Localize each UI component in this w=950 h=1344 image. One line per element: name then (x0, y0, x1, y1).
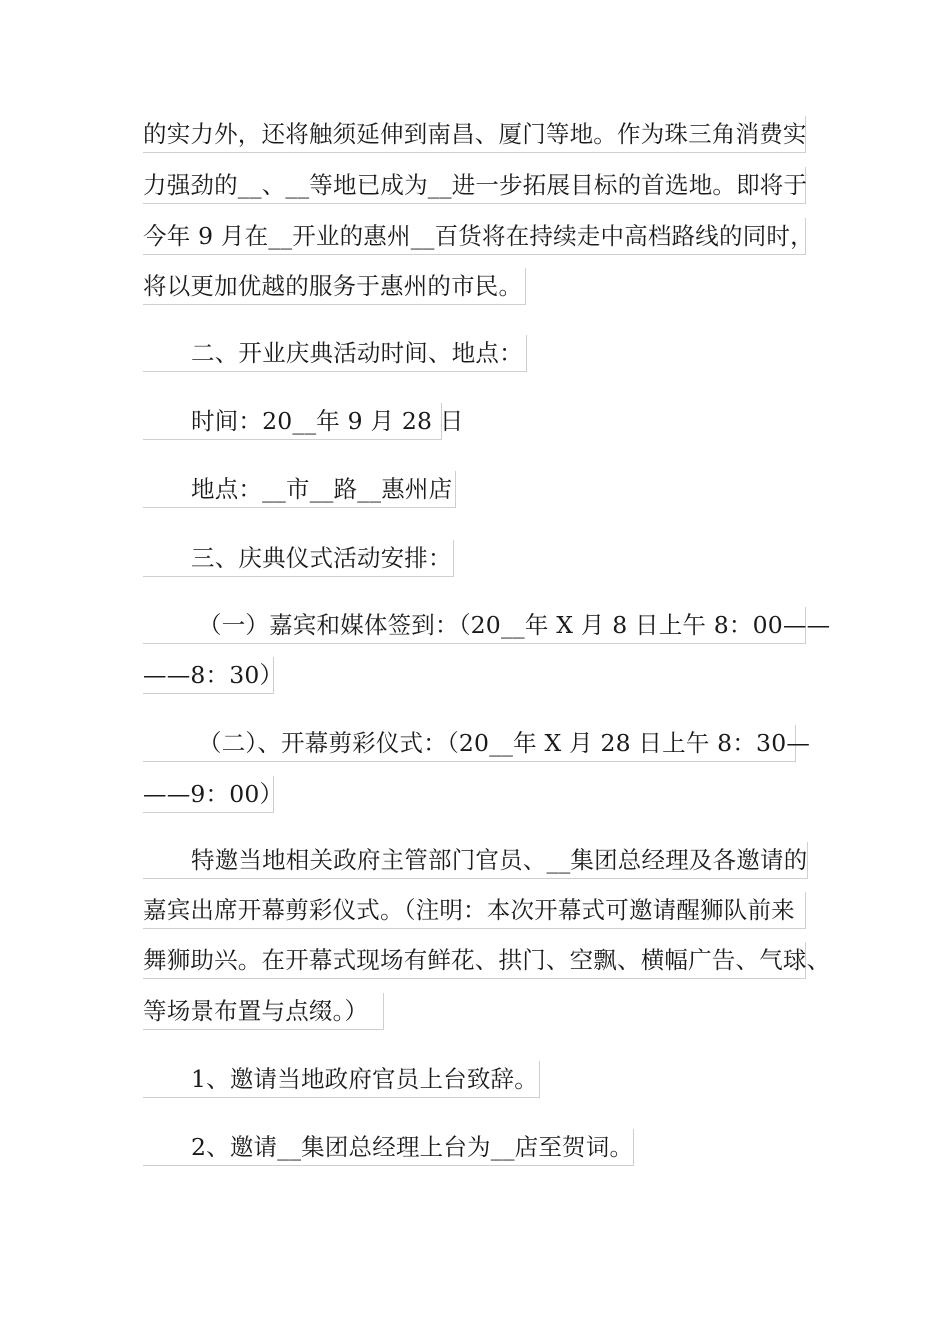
paragraph-1-line-4: 将以更加优越的服务于惠州的市民。 (143, 268, 526, 305)
paragraph-2-line-2: 嘉宾出席开幕剪彩仪式。（注明：本次开幕式可邀请醒狮队前来 (143, 892, 806, 929)
time-line: 时间：20__年 9 月 28 日 (143, 403, 442, 440)
item-1-line-1: （一）嘉宾和媒体签到：（20__年 X 月 8 日上午 8：00—— (143, 607, 806, 644)
section-3-heading: 三、庆典仪式活动安排： (143, 540, 454, 577)
item-1-line-2: ——8：30） (143, 657, 274, 694)
paragraph-2-line-3: 舞狮助兴。在开幕式现场有鲜花、拱门、空飘、横幅广告、气球、 (143, 942, 806, 979)
paragraph-1-line-3: 今年 9 月在__开业的惠州__百货将在持续走中高档路线的同时， (143, 218, 806, 255)
item-2-line-1: （二）、开幕剪彩仪式：（20__年 X 月 28 日上午 8：30— (143, 725, 796, 762)
place-line: 地点：__市__路__惠州店 (143, 471, 456, 508)
step-1: 1、邀请当地政府官员上台致辞。 (143, 1061, 540, 1098)
paragraph-1-line-1: 的实力外，还将触须延伸到南昌、厦门等地。作为珠三角消费实 (143, 116, 806, 153)
item-2-line-2: ——9：00） (143, 776, 274, 813)
paragraph-2-line-4: 等场景布置与点缀。） (143, 993, 384, 1030)
section-2-heading: 二、开业庆典活动时间、地点： (143, 335, 527, 372)
paragraph-1-line-2: 力强劲的__、__等地已成为__进一步拓展目标的首选地。即将于 (143, 167, 806, 204)
step-2: 2、邀请__集团总经理上台为__店至贺词。 (143, 1129, 634, 1166)
paragraph-2-line-1: 特邀当地相关政府主管部门官员、__集团总经理及各邀请的 (143, 842, 808, 879)
